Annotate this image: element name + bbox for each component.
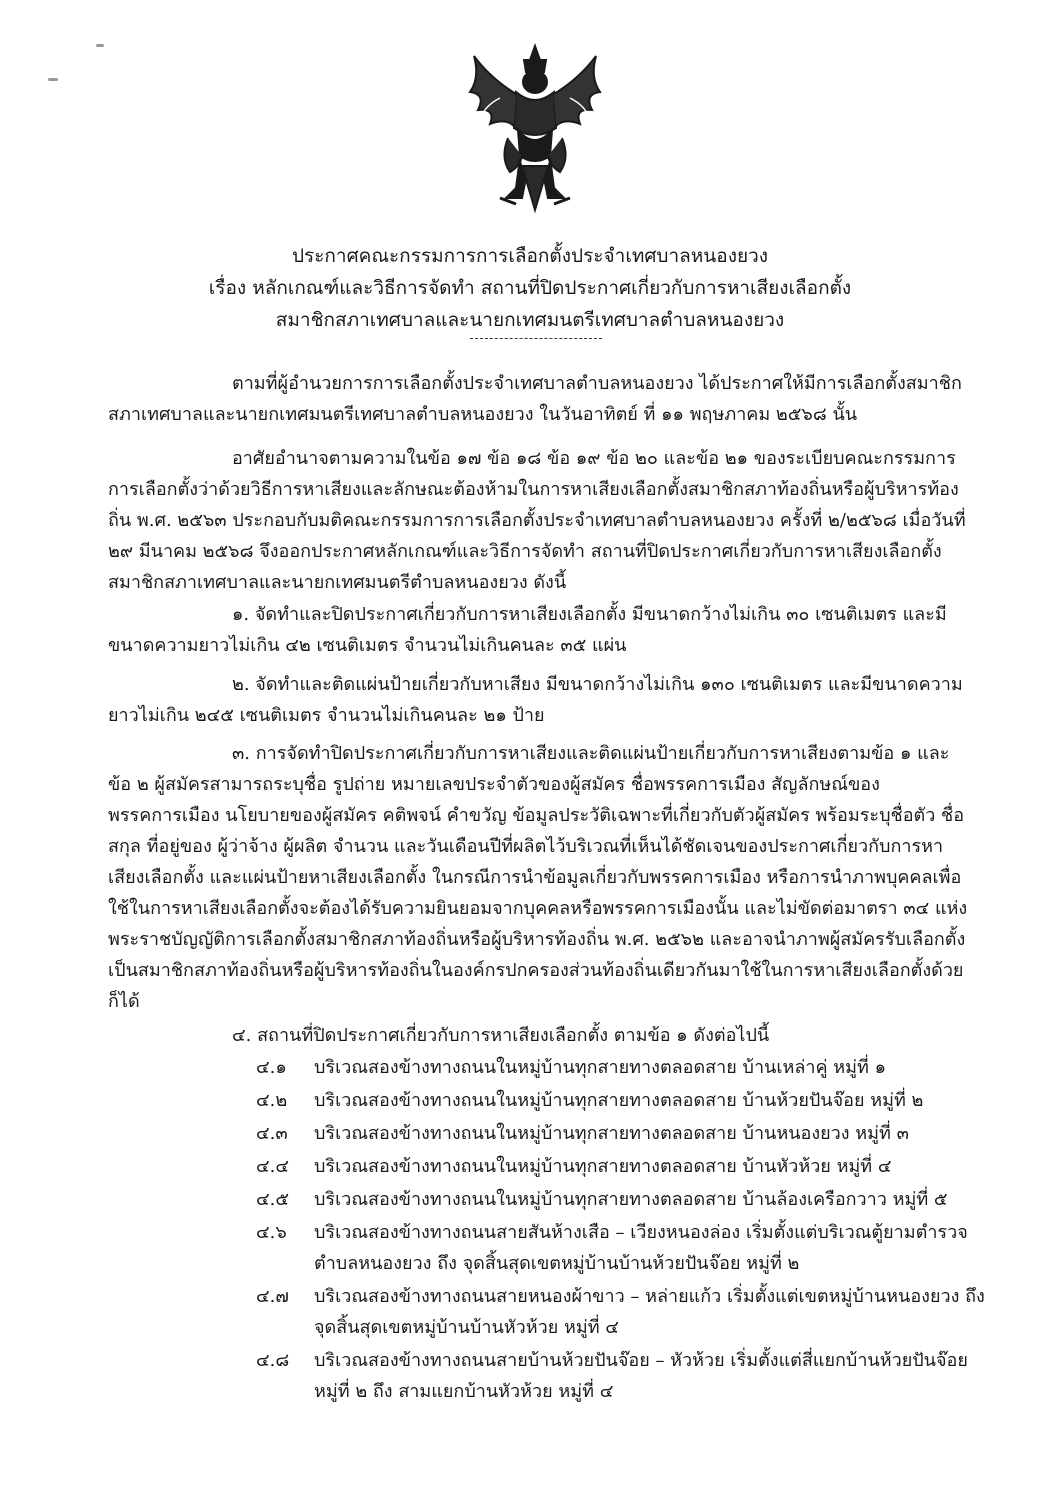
location-number: ๔.๑ bbox=[256, 1057, 287, 1078]
location-text: บริเวณสองข้างทางถนนในหมู่บ้านทุกสายทางตลอดสาย บ้านเหล่าคู่ หมู่ที่ ๑ bbox=[314, 1057, 887, 1078]
location-text: บริเวณสองข้างทางถนนในหมู่บ้านทุกสายทางตลอดสาย บ้านล้องเครือกวาว หมู่ที่ ๕ bbox=[314, 1189, 948, 1210]
paragraph-preamble: ตามที่ผู้อำนวยการการเลือกตั้งประจำเทศบาลตำบลหนองยวง ได้ประกาศให้มีการเลือกตั้งสมาชิกสภาเทศบาลและนายกเทศมนตรีเทศบาลตำบลหนองยวง ในวันอาทิตย์ ที่ ๑๑ พฤษภาคม ๒๕๖๘ นั้น bbox=[108, 373, 962, 425]
location-item bbox=[256, 1052, 976, 1083]
location-number: ๔.๗ bbox=[256, 1286, 289, 1307]
header-line-3: สมาชิกสภาเทศบาลและนายกเทศมนตรีเทศบาลตำบลหนองยวง bbox=[275, 309, 785, 331]
location-text: ตำบลหนองยวง ถึง จุดสิ้นสุดเขตหมู่บ้านบ้านห้วยปันจ๊อย หมู่ที่ ๒ bbox=[314, 1253, 800, 1274]
location-text: บริเวณสองข้างทางถนนสายบ้านห้วยปันจ๊อย – หัวห้วย เริ่มตั้งแต่สี่แยกบ้านห้วยปันจ๊อย bbox=[314, 1350, 968, 1371]
clause-4-heading: ๔. สถานที่ปิดประกาศเกี่ยวกับการหาเสียงเลือกตั้ง ตามข้อ ๑ ดังต่อไปนี้ bbox=[232, 1025, 770, 1046]
location-text: บริเวณสองข้างทางถนนในหมู่บ้านทุกสายทางตลอดสาย บ้านหนองยวง หมู่ที่ ๓ bbox=[314, 1123, 909, 1144]
location-item bbox=[256, 1217, 976, 1279]
location-text: หมู่ที่ ๒ ถึง สามแยกบ้านหัวห้วย หมู่ที่ ๔ bbox=[314, 1381, 614, 1402]
location-number: ๔.๕ bbox=[256, 1189, 289, 1210]
location-text: จุดสิ้นสุดเขตหมู่บ้านบ้านหัวห้วย หมู่ที่ ๔ bbox=[314, 1317, 619, 1338]
location-text: บริเวณสองข้างทางถนนในหมู่บ้านทุกสายทางตลอดสาย บ้านหัวห้วย หมู่ที่ ๔ bbox=[314, 1156, 892, 1177]
location-item bbox=[256, 1281, 985, 1343]
location-item bbox=[256, 1345, 976, 1407]
location-number: ๔.๒ bbox=[256, 1090, 288, 1111]
location-number: ๔.๘ bbox=[256, 1350, 290, 1371]
garuda-emblem-icon bbox=[460, 38, 610, 223]
scan-speck bbox=[96, 44, 104, 47]
location-number: ๔.๔ bbox=[256, 1156, 289, 1177]
location-text: บริเวณสองข้างทางถนนสายสันห้างเสือ – เวียงหนองล่อง เริ่มตั้งแต่บริเวณตู้ยามตำรวจ bbox=[314, 1222, 968, 1243]
scan-speck bbox=[48, 78, 58, 81]
header-line-2: เรื่อง หลักเกณฑ์และวิธีการจัดทำ สถานที่ปิดประกาศเกี่ยวกับการหาเสียงเลือกตั้ง bbox=[208, 277, 852, 299]
location-item bbox=[256, 1085, 976, 1116]
paragraph-clause-2: ๒. จัดทำและติดแผ่นป้ายเกี่ยวกับหาเสียง มีขนาดกว้างไม่เกิน ๑๓๐ เซนติเมตร และมีขนาดความยาวไม่เกิน ๒๔๕ เซนติเมตร จำนวนไม่เกินคนละ ๒๑ ป้าย bbox=[108, 674, 963, 726]
location-number: ๔.๓ bbox=[256, 1123, 288, 1144]
header-divider bbox=[470, 338, 602, 339]
location-item bbox=[256, 1151, 976, 1182]
location-item bbox=[256, 1184, 976, 1215]
location-item bbox=[256, 1118, 976, 1149]
location-text: บริเวณสองข้างทางถนนสายหนองผ้าขาว – หล่ายแก้ว เริ่มตั้งแต่เขตหมู่บ้านหนองยวง ถึง bbox=[314, 1286, 985, 1307]
location-number: ๔.๖ bbox=[256, 1222, 287, 1243]
location-text: บริเวณสองข้างทางถนนในหมู่บ้านทุกสายทางตลอดสาย บ้านห้วยปันจ๊อย หมู่ที่ ๒ bbox=[314, 1090, 924, 1111]
paragraph-clause-3: ๓. การจัดทำปิดประกาศเกี่ยวกับการหาเสียงและติดแผ่นป้ายเกี่ยวกับการหาเสียงตามข้อ ๑ และข้อ ๒ ผู้สมัครสามารถระบุชื่อ รูปถ่าย หมายเลขประจำตัวของผู้สมัคร ชื่อพรรคการเมือง สัญลักษณ์ของพรรคการเมือง นโยบายของผู้สมัคร คติพจน์ คำขวัญ ข้อมูลประวัติเฉพาะที่เกี่ยวกับตัวผู้สมัคร พร้อมระบุชื่อตัว ชื่อสกุล ที่อยู่ของ ผู้ว่าจ้าง ผู้ผลิต จำนวน และวันเดือนปีที่ผลิตไว้บริเวณที่เห็นได้ชัดเจนของประกาศเกี่ยวกับการหาเสียงเลือกตั้ง และแผ่นป้ายหาเสียงเลือกตั้ง ในกรณีการนำข้อมูลเกี่ยวกับพรรคการเมือง หรือการนำภาพบุคคลเพื่อใช้ในการหาเสียงเลือกตั้งจะต้องได้รับความยินยอมจากบุคคลหรือพรรคการเมืองนั้น และไม่ขัดต่อมาตรา ๓๔ แห่งพระราชบัญญัติการเลือกตั้งสมาชิกสภาท้องถิ่นหรือผู้บริหารท้องถิ่น พ.ศ. ๒๕๖๒ และอาจนำภาพผู้สมัครรับเลือกตั้งเป็นสมาชิกสภาท้องถิ่นหรือผู้บริหารท้องถิ่นในองค์กรปกครองส่วนท้องถิ่นเดียวกันมาใช้ในการหาเสียงเลือกตั้งด้วยก็ได้ bbox=[108, 743, 968, 1012]
paragraph-authority: อาศัยอำนาจตามความในข้อ ๑๗ ข้อ ๑๘ ข้อ ๑๙ ข้อ ๒๐ และข้อ ๒๑ ของระเบียบคณะกรรมการการเลือกตั้งว่าด้วยวิธีการหาเสียงและลักษณะต้องห้ามในการหาเสียงเลือกตั้งสมาชิกสภาท้องถิ่นหรือผู้บริหารท้องถิ่น พ.ศ. ๒๕๖๓ ประกอบกับมติคณะกรรมการการเลือกตั้งประจำเทศบาลตำบลหนองยวง ครั้งที่ ๒/๒๕๖๘ เมื่อวันที่ ๒๙ มีนาคม ๒๕๖๘ จึงออกประกาศหลักเกณฑ์และวิธีการจัดทำ สถานที่ปิดประกาศเกี่ยวกับการหาเสียงเลือกตั้งสมาชิกสภาเทศบาลและนายกเทศมนตรีตำบลหนองยวง ดังนี้ bbox=[108, 448, 966, 593]
paragraph-clause-1: ๑. จัดทำและปิดประกาศเกี่ยวกับการหาเสียงเลือกตั้ง มีขนาดกว้างไม่เกิน ๓๐ เซนติเมตร และมีขนาดความยาวไม่เกิน ๔๒ เซนติเมตร จำนวนไม่เกินคนละ ๓๕ แผ่น bbox=[108, 604, 947, 656]
header-line-1: ประกาศคณะกรรมการการเลือกตั้งประจำเทศบาลหนองยวง bbox=[291, 245, 769, 267]
